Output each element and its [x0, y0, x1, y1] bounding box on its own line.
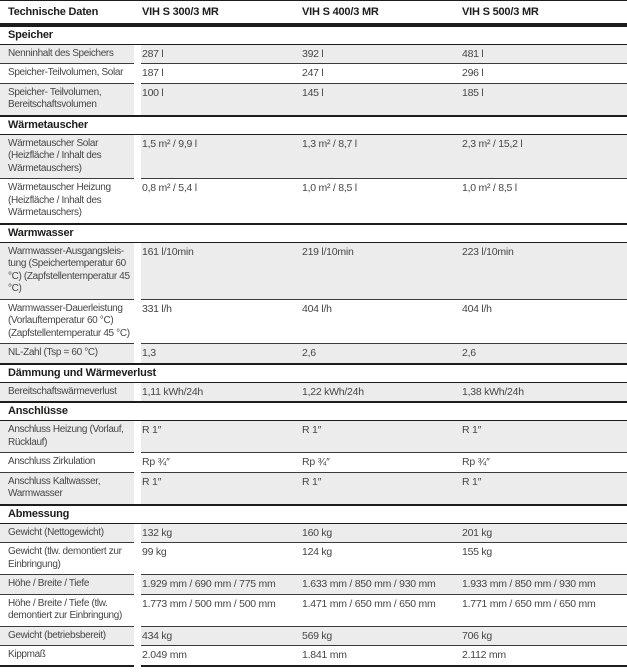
row-label: Speicher-Teilvolumen, Solar: [0, 64, 134, 84]
row-value: 1.929 mm / 690 mm / 775 mm: [142, 578, 276, 590]
row-value: 1,0 m² / 8,5 l: [302, 182, 357, 194]
row-value: 219 l/10min: [302, 245, 354, 258]
row-value: 2,6: [462, 347, 476, 359]
row-value: 481 l: [462, 47, 484, 60]
row-label: Höhe / Breite / Tiefe (tlw. demontiert zur Einbringung): [0, 595, 134, 627]
row-value: R 1″: [142, 475, 162, 488]
row-value: 1,3: [142, 347, 156, 359]
row-values: [141, 45, 627, 65]
row-label: Höhe / Breite / Tiefe: [0, 575, 134, 595]
row-value: 161 l/10min: [142, 245, 194, 258]
row-values: [141, 575, 627, 595]
row-value: Rp ¾″: [302, 456, 330, 468]
row-value: R 1″: [302, 424, 322, 436]
row-value: 1,11 kWh/24h: [142, 385, 204, 398]
row-value: 706 kg: [462, 629, 493, 642]
row-label: Wärmetauscher Heizung (Heizfläche / Inhalt des Wärmetauschers): [8, 182, 111, 218]
row-value: 2.112 mm: [462, 649, 506, 661]
column-gap: [134, 575, 141, 595]
column-gap: [134, 646, 141, 667]
row-value: 1.773 mm / 500 mm / 500 mm: [142, 597, 276, 610]
row-value: 1.933 mm / 850 mm / 930 mm: [462, 578, 596, 590]
row-value: 331 l/h: [142, 302, 172, 315]
row-label: Anschluss Kaltwasser, Warmwasser: [0, 473, 134, 504]
column-gap: [134, 543, 141, 575]
row-values: [141, 135, 627, 180]
header-product-column: VIH S 400/3 MR: [302, 6, 379, 18]
section: [0, 363, 627, 402]
row-values: [141, 383, 627, 402]
row-value: Rp ¾″: [142, 456, 170, 468]
row-label: Bereitschaftswärmeverlust: [0, 383, 134, 402]
table-row: [0, 383, 627, 402]
row-values: [141, 627, 627, 647]
column-gap: [134, 627, 141, 647]
row-value: 1,5 m² / 9,9 l: [142, 137, 197, 150]
table-row: [0, 543, 627, 575]
table-row: [0, 595, 627, 627]
row-value: 100 l: [142, 86, 164, 99]
row-value: 187 l: [142, 67, 164, 79]
section-title: Warmwasser: [0, 223, 627, 243]
row-value: 185 l: [462, 86, 484, 99]
column-gap: [134, 473, 141, 504]
row-value: 1.633 mm / 850 mm / 930 mm: [302, 578, 436, 590]
section-title: Abmessung: [0, 504, 627, 524]
row-value: 2,3 m² / 15,2 l: [462, 137, 523, 150]
row-values: [141, 453, 627, 473]
column-gap: [134, 179, 141, 223]
column-gap: [134, 344, 141, 363]
row-value: 223 l/10min: [462, 245, 514, 258]
table-title: Technische Daten: [8, 6, 99, 18]
section: [0, 401, 627, 504]
section: [0, 115, 627, 223]
row-values: [141, 524, 627, 544]
row-values: [141, 243, 627, 300]
table-row: [0, 646, 627, 667]
row-value: R 1″: [462, 424, 482, 436]
row-value: 160 kg: [302, 526, 333, 539]
row-value: 2,6: [302, 347, 316, 359]
table-row: [0, 473, 627, 504]
table-row: [0, 179, 627, 223]
row-label: Gewicht (tlw. demontiert zur Einbringung): [0, 543, 134, 575]
row-label: Gewicht (Nettogewicht): [0, 524, 134, 544]
column-gap: [134, 453, 141, 473]
row-value: 287 l: [142, 47, 164, 60]
row-label: Kippmaß: [0, 646, 134, 667]
row-value: 1.841 mm: [302, 649, 347, 661]
row-values: [141, 595, 627, 627]
row-values: [141, 646, 627, 667]
header-product-column: VIH S 500/3 MR: [462, 6, 539, 18]
row-value: 145 l: [302, 86, 324, 99]
table-header-row: [0, 1, 627, 25]
column-gap: [134, 243, 141, 300]
table-row: [0, 64, 627, 84]
table-row: [0, 524, 627, 544]
table-row: [0, 300, 627, 345]
table-row: [0, 627, 627, 647]
column-gap: [134, 64, 141, 84]
table-row: [0, 243, 627, 300]
row-value: R 1″: [302, 475, 322, 488]
column-gap: [134, 300, 141, 345]
column-gap: [134, 595, 141, 627]
row-values: [141, 344, 627, 363]
row-value: 132 kg: [142, 526, 173, 539]
table-row: [0, 453, 627, 473]
row-value: R 1″: [462, 475, 482, 488]
column-gap: [134, 135, 141, 180]
row-values: [141, 84, 627, 115]
header-columns: [141, 1, 627, 23]
row-value: 404 l/h: [462, 302, 492, 315]
section: [0, 504, 627, 667]
row-value: 404 l/h: [302, 302, 332, 315]
row-value: 247 l: [302, 67, 324, 79]
row-value: 201 kg: [462, 526, 493, 539]
row-label: NL-Zahl (Tsp = 60 °C): [0, 344, 134, 363]
row-value: 434 kg: [142, 629, 173, 642]
table-row: [0, 84, 627, 115]
column-gap: [134, 383, 141, 402]
column-gap: [134, 524, 141, 544]
row-value: 155 kg: [462, 546, 493, 558]
row-values: [141, 421, 627, 453]
section-title: Anschlüsse: [0, 401, 627, 421]
row-value: 1.471 mm / 650 mm / 650 mm: [302, 597, 436, 610]
table-row: [0, 421, 627, 453]
row-values: [141, 300, 627, 345]
row-label: Warmwasser-Ausgangsleistung (Speichertemperatur 60 °C) (Zapfstellentemperatur 45 °C): [0, 243, 134, 300]
row-value: 1.771 mm / 650 mm / 650 mm: [462, 597, 596, 610]
section: [0, 25, 627, 115]
row-value: 1,3 m² / 8,7 l: [302, 137, 357, 150]
row-values: [141, 543, 627, 575]
row-values: [141, 179, 627, 223]
row-value: 296 l: [462, 67, 484, 79]
table-row: [0, 135, 627, 180]
row-value: 124 kg: [302, 546, 333, 558]
table-row: [0, 45, 627, 65]
column-gap: [134, 84, 141, 115]
row-values: [141, 473, 627, 504]
section-title: Speicher: [0, 25, 627, 45]
row-value: R 1″: [142, 424, 162, 436]
row-value: 0,8 m² / 5,4 l: [142, 182, 197, 194]
row-label: Anschluss Heizung (Vorlauf, Rücklauf): [0, 421, 134, 453]
row-value: 2.049 mm: [142, 649, 187, 661]
section-title: Dämmung und Wärmeverlust: [0, 363, 627, 383]
row-label: Nenninhalt des Speichers: [0, 45, 134, 65]
row-value: 99 kg: [142, 546, 167, 558]
row-value: 1,22 kWh/24h: [302, 385, 364, 398]
column-gap: [134, 421, 141, 453]
row-value: Rp ¾″: [462, 456, 490, 468]
section-title: Wärmetauscher: [0, 115, 627, 135]
row-label: Gewicht (betriebsbereit): [0, 627, 134, 647]
table-row: [0, 344, 627, 363]
row-label: Warmwasser-Dauerleistung (Vorlauftemperatur 60 °C) (Zapfstellentemperatur 45 °C): [0, 300, 134, 345]
column-gap: [134, 45, 141, 65]
row-values: [141, 64, 627, 84]
row-value: 1,0 m² / 8,5 l: [462, 182, 517, 194]
row-value: 1,38 kWh/24h: [462, 385, 524, 398]
row-label: Speicher- Teilvolumen, Bereitschaftsvolumen: [0, 84, 134, 115]
section: [0, 223, 627, 363]
table-row: [0, 575, 627, 595]
row-value: 569 kg: [302, 629, 333, 642]
header-product-column: VIH S 300/3 MR: [142, 6, 219, 18]
row-label: Anschluss Zirkulation: [0, 453, 134, 473]
row-value: 392 l: [302, 47, 324, 60]
row-label: Wärmetauscher Solar (Heizfläche / Inhalt des Wärmetauschers): [0, 135, 134, 180]
